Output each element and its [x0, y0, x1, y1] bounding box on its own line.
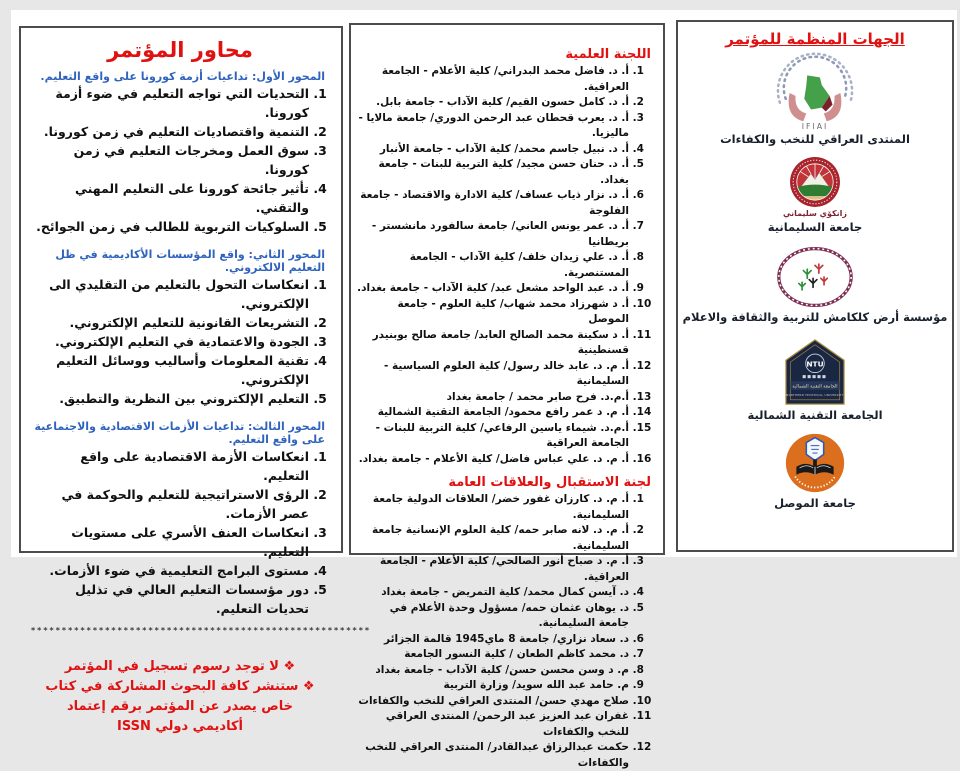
scientific-committee-member: 3. أ. د. يعرب قحطان عبد الرحمن الدوري/ جامعة مالايا - ماليزيا. — [357, 111, 629, 142]
organizer-mosul-university — [774, 432, 856, 510]
reception-committee-member: 4. د. آيسن كمال محمد/ كلية التمريض - جامعة بغداد — [357, 585, 629, 601]
asterisk-separator: ******************************************************* — [31, 626, 372, 635]
scientific-committee-title: اللجنة العلمية — [565, 47, 651, 62]
conference-axes-panel — [19, 26, 372, 735]
scientific-committee-member: 6. أ. د. نزار ذياب عساف/ كلية الادارة والاقتصاد - جامعة الفلوجة — [357, 188, 629, 219]
axis-2-list — [31, 275, 329, 408]
axis-3-list — [31, 447, 329, 618]
axis-2-item: 4. تقنية المعلومات وأساليب ووسائل التعليم الإلكتروني. — [31, 351, 309, 389]
left-hand-shape — [789, 93, 807, 121]
axis-1-item: 2. التنمية واقتصاديات التعليم في زمن كورونا. — [31, 122, 309, 141]
reception-committee-member: 1. أ. م. د. كارزان غفور خضر/ العلاقات الدولية جامعة السليمانية. — [357, 492, 629, 523]
axis-2-item: 2. التشريعات القانونية للتعليم الإلكتروني. — [31, 313, 309, 332]
committees-panel — [349, 23, 665, 769]
axis-2-item: 5. التعليم الإلكتروني بين النظرية والتطبيق. — [31, 389, 309, 408]
scientific-committee-member: 11. أ. د سكينة محمد الصالح العابد/ جامعة صالح بوبنيدر قسنطينية — [357, 328, 629, 359]
scientific-committee-member: 1. أ. د. فاضل محمد البدراني/ كلية الأعلام - الجامعة العراقية. — [357, 64, 629, 95]
axis-2-item: 1. انعكاسات التحول بالتعليم من التقليدي الى الإلكتروني. — [31, 275, 309, 313]
scientific-committee-member: 9. أ. د. عبد الواحد مشعل عبد/ كلية الآداب - جامعة بغداد. — [357, 281, 629, 297]
scientific-committee-member: 7. أ. د. عمر يونس العاني/ جامعة سالفورد مانشستر - بريطانيا — [357, 219, 629, 250]
reception-committee-member: 5. د. يوهان عثمان حمه/ مسؤول وحدة الأعلام في جامعة السليمانية. — [357, 601, 629, 632]
reception-committee-member: 11. غفران عبد العزيز عبد الرحمن/ المنتدى العراقي للنخب والكفاءات — [357, 709, 629, 740]
organizers-panel-title: الجهات المنظمة للمؤتمر — [725, 30, 905, 48]
reception-committee-member: 8. م. د وسن محسن حسن/ كلية الآداب - جامعة بغداد — [357, 663, 629, 679]
axis-1-subtitle: المحور الأول: تداعيات أزمة كورونا على واقع التعليم. — [40, 70, 325, 83]
scientific-committee-member: 8. أ. د. علي زيدان خلف/ كلية الآداب - الجامعة المستنصرية. — [357, 250, 629, 281]
scientific-committee-member: 14. أ. م. د عمر رافع محمود/ الجامعة التقنية الشمالية — [357, 405, 629, 421]
note-no-fees: ❖ لا توجد رسوم تسجيل في المؤتمر — [64, 659, 296, 674]
reception-committee-member: 7. د. محمد كاظم الطعان / كلية النسور الجامعة — [357, 647, 629, 663]
organizer-name-gilgamesh: مؤسسة أرض كلكامش للتربية والثقافة والاعلام — [682, 310, 948, 324]
axis-3-item: 3. انعكاسات العنف الأسري على مستويات التعليم. — [31, 523, 309, 561]
scientific-committee-member: 2. أ. د. كامل حسون القيم/ كلية الآداب - جامعة بابل. — [357, 95, 629, 111]
axis-1-list — [31, 84, 329, 236]
axis-3-item: 2. الرؤى الاستراتيجية للتعليم والحوكمة في عصر الأزمات. — [31, 485, 309, 523]
axis-1-item: 1. التحديات التي تواجه التعليم في ضوء أزمة كورونا. — [31, 84, 309, 122]
axis-3-item: 4. مستوى البرامج التعليمية في ضوء الأزمات. — [31, 561, 309, 580]
axis-1-item: 4. تأثير جائحة كورونا على التعليم المهني والتقني. — [31, 179, 309, 217]
reception-committee-title: لجنة الاستقبال والعلاقات العامة — [448, 475, 651, 490]
conference-notes — [45, 657, 315, 738]
axis-3-item: 1. انعكاسات الأزمة الاقتصادية على واقع التعليم. — [31, 447, 309, 485]
reception-committee-member: 2. أ. م. د. لانه صابر حمه/ كلية العلوم الإنسانية جامعة السليمانية. — [357, 523, 629, 554]
axis-2-item: 3. الجودة والاعتمادية في التعليم الإلكتروني. — [31, 332, 309, 351]
reception-committee-member: 3. أ. م. د صباح أنور الصالحي/ كلية الأعلام - الجامعة العراقية. — [357, 554, 629, 585]
scientific-committee-member: 13. أ.م.د. فرح صابر محمد / جامعة بغداد — [357, 390, 629, 406]
ntu-band-arabic-text: الجامعة التقنية الشمالية — [792, 384, 838, 390]
iraqi-forum-elites-logo — [766, 52, 864, 130]
scientific-committee-member: 16. أ. م. د. علي عباس فاضل/ كلية الأعلام - جامعة بغداد. — [357, 452, 629, 468]
organizer-name-sulaimani: جامعة السليمانية — [767, 220, 863, 234]
gilgamesh-land-foundation-logo — [775, 246, 855, 308]
scientific-committee-list — [357, 64, 653, 467]
axis-2-subtitle: المحور الثاني: واقع المؤسسات الأكاديمية في ظل التعليم الالكتروني. — [55, 248, 325, 274]
sulaimani-kurdish-subtext: زانكۆي سليماني — [783, 209, 847, 218]
reception-committee-list — [357, 492, 653, 771]
university-of-sulaimani-logo — [789, 156, 841, 208]
reception-committee-member: 10. صلاح مهدي حسن/ المنتدى العراقي للنخب والكفاءات — [357, 694, 629, 710]
scientific-committee-member: 4. أ. د. نبيل جاسم محمد/ كلية الآداب - جامعة الأنبار — [357, 142, 629, 158]
axis-1-item: 3. سوق العمل ومخرجات التعليم في زمن كورونا. — [31, 141, 309, 179]
organizer-iraqi-forum — [720, 52, 910, 146]
scientific-committee-member: 12. أ. م. د. عابد خالد رسول/ كلية العلوم السياسية - السليمانية — [357, 359, 629, 390]
reception-committee-member: 6. د. سعاد نزاري/ جامعة 8 ماي1945 قالمة الجزائر — [357, 632, 629, 648]
scientific-committee-member: 10. أ. د شهرزاد محمد شهاب/ كلية العلوم - جامعة الموصل — [357, 297, 629, 328]
organizer-name-iraqi-forum: المنتدى العراقي للنخب والكفاءات — [720, 132, 910, 146]
axis-3-item: 5. دور مؤسسات التعليم العالي في تذليل تحديات التعليم. — [31, 580, 309, 618]
organizers-panel — [676, 20, 954, 552]
ntu-english-name-text: NORTHERN TECHNICAL UNIVERSITY — [786, 393, 844, 398]
university-of-mosul-logo — [784, 432, 846, 494]
organizer-name-mosul: جامعة الموصل — [774, 496, 856, 510]
organizer-ntu — [747, 338, 882, 422]
organizer-name-ntu: الجامعة التقنية الشمالية — [747, 408, 883, 422]
ntu-acronym-text: NTU — [806, 359, 824, 369]
organizer-sulaimani-university — [768, 156, 863, 234]
axes-panel-title: محاور المؤتمر — [107, 38, 253, 62]
note-publication-issn: ❖ ستنشر كافة البحوث المشاركة في كتاب خاص يصدر عن المؤتمر برقم إعتماد أكاديمي دولي ISSN — [45, 679, 315, 735]
reception-committee-member: 9. م. حامد عبد الله سويد/ وزارة التربية — [357, 678, 629, 694]
axis-1-item: 5. السلوكيات التربوية للطالب في زمن الجوائح. — [31, 217, 309, 236]
ifiai-acronym-text: IFIAI — [801, 122, 829, 132]
axis-3-subtitle: المحور الثالث: تداعيات الأزمات الاقتصادية والاجتماعية على واقع التعليم. — [34, 420, 325, 446]
scientific-committee-member: 15. أ.م.د. شيماء ياسين الرفاعي/ كلية التربية للبنات - الجامعة العراقية — [357, 421, 629, 452]
reception-committee-member: 12. حكمت عبدالرزاق عبدالقادر/ المنتدى العراقي للنخب والكفاءات — [357, 740, 629, 771]
northern-technical-university-logo — [784, 338, 846, 406]
organizer-gilgamesh-foundation — [683, 246, 948, 324]
scientific-committee-member: 5. أ. د. حنان حسن مجيد/ كلية التربية للبنات - جامعة بغداد. — [357, 157, 629, 188]
